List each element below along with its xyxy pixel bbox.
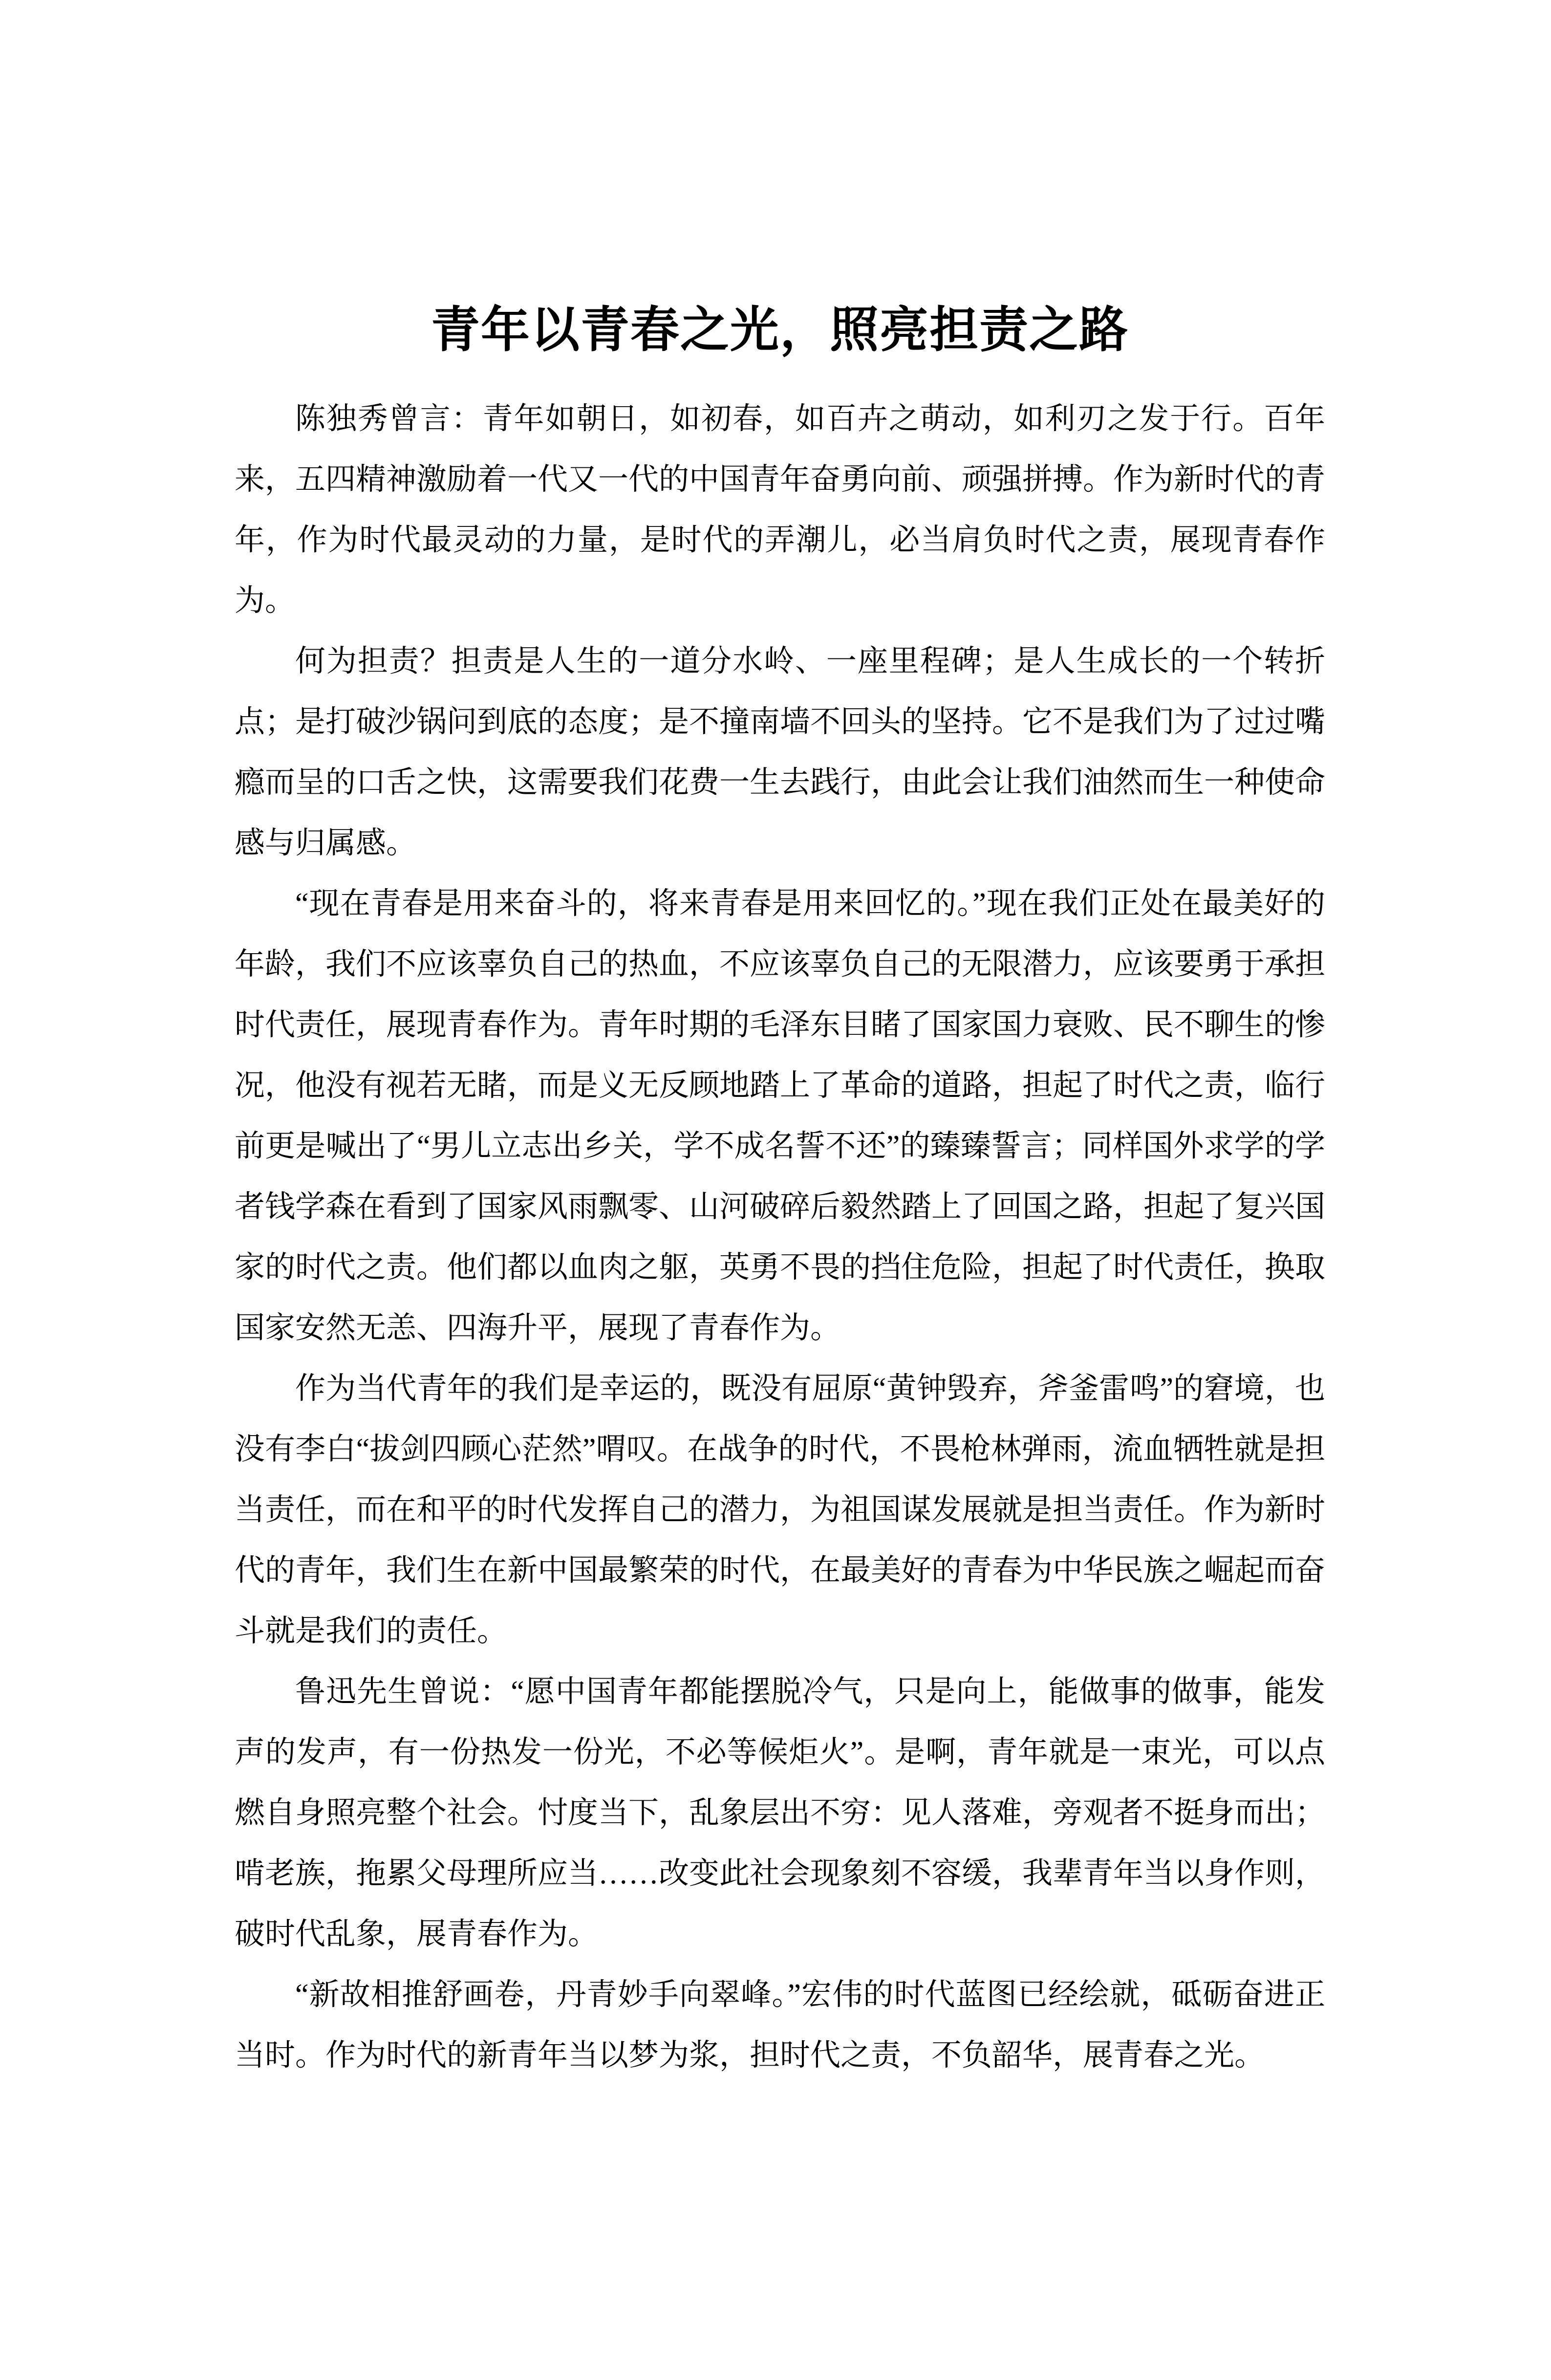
essay-body (235, 389, 1325, 2086)
essay-paragraph-5: 鲁迅先生曾说：“愿中国青年都能摆脱冷气，只是向上，能做事的做事，能发声的发声，有一份热发一份光，不必等候炬火”。是啊，青年就是一束光，可以点燃自身照亮整个社会。忖度当下，乱象层出不穷：见人落难，旁观者不挺身而出；啃老族，拖累父母理所应当……改变此社会现象刻不容缓，我辈青年当以身作则，破时代乱象，展青春作为。 (235, 1675, 1326, 1951)
essay-title: 青年以青春之光，照亮担责之路 (431, 303, 1129, 357)
essay-paragraph-4: 作为当代青年的我们是幸运的，既没有屈原“黄钟毁弃，斧釜雷鸣”的窘境，也没有李白“拔剑四顾心茫然”喟叹。在战争的时代，不畏枪林弹雨，流血牺牲就是担当责任，而在和平的时代发挥自己的潜力，为祖国谋发展就是担当责任。作为新时代的青年，我们生在新中国最繁荣的时代，在最美好的青春为中华民族之崛起而奋斗就是我们的责任。 (235, 1372, 1326, 1648)
essay-paragraph-3: “现在青春是用来奋斗的，将来青春是用来回忆的。”现在我们正处在最美好的年龄，我们不应该辜负自己的热血，不应该辜负自己的无限潜力，应该要勇于承担时代责任，展现青春作为。青年时期的毛泽东目睹了国家国力衰败、民不聊生的惨况，他没有视若无睹，而是义无反顾地踏上了革命的道路，担起了时代之责，临行前更是喊出了“男儿立志出乡关，学不成名誓不还”的臻臻誓言；同样国外求学的学者钱学森在看到了国家风雨飘零、山河破碎后毅然踏上了回国之路，担起了复兴国家的时代之责。他们都以血肉之躯，英勇不畏的挡住危险，担起了时代责任，换取国家安然无恙、四海升平，展现了青春作为。 (235, 887, 1326, 1345)
essay-paragraph-2: 何为担责？担责是人生的一道分水岭、一座里程碑；是人生成长的一个转折点；是打破沙锅问到底的态度；是不撞南墙不回头的坚持。它不是我们为了过过嘴瘾而呈的口舌之快，这需要我们花费一生去践行，由此会让我们油然而生一种使命感与归属感。 (235, 645, 1326, 860)
essay-paragraph-6: “新故相推舒画卷，丹青妙手向翠峰。”宏伟的时代蓝图已经绘就，砥砺奋进正当时。作为时代的新青年当以梦为浆，担时代之责，不负韶华，展青春之光。 (235, 1978, 1325, 2072)
essay-paragraph-1: 陈独秀曾言：青年如朝日，如初春，如百卉之萌动，如利刃之发于行。百年来，五四精神激励着一代又一代的中国青年奋勇向前、顽强拼搏。作为新时代的青年，作为时代最灵动的力量，是时代的弄潮儿，必当肩负时代之责，展现青春作为。 (235, 402, 1326, 617)
